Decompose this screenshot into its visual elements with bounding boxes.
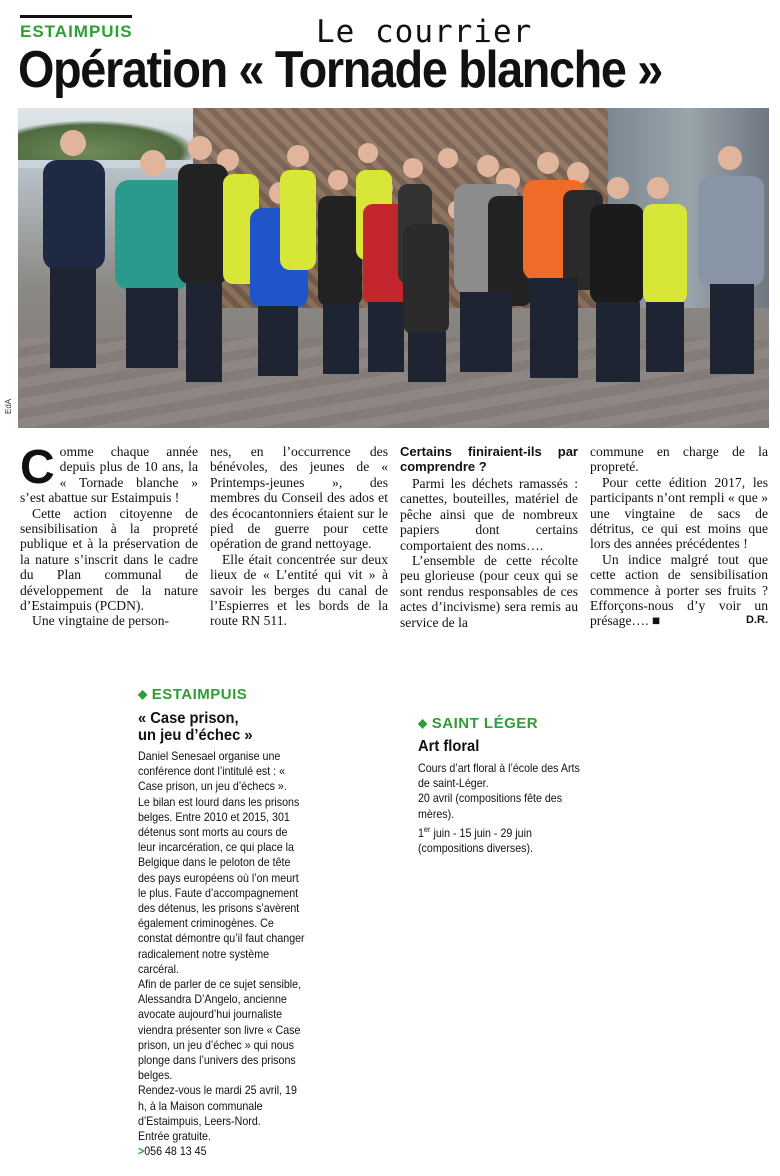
brief1-body [138,749,305,1159]
dropcap: C [20,441,55,494]
paragraph: Cours d’art floral à l’école des Arts de saint-Léger. [418,762,580,791]
paragraph: 20 avril (compositions fête des mères). [418,792,563,821]
brief1-kicker [138,686,247,703]
brief2-kicker [418,715,538,732]
superscript: er [423,824,431,834]
paragraph-text: juin - 15 juin - 29 juin (compositions diverses). [418,826,533,855]
diamond-icon: ◆ [138,687,148,701]
paragraph: Elle était concentrée sur deux lieux de « L’entité qui vit » à savoir les berges du canal de l’Espierres et les bords de la route RN 511. [210,551,388,629]
article-column-1 [20,441,198,629]
paragraph: Pour cette édition 2017, les participants n’ont rempli « que » une vingtaine de sacs de détritus, ce qui est moins que lors des années précédentes ! [590,474,768,552]
brief2-kicker-text: SAINT LÉGER [431,715,539,732]
paragraph-text: Un indice malgré tout que cette action de sensibilisation commence à porter ses fruits ? Efforçons-nous d’y voir un présage…. [590,551,768,629]
photo-group-of-people [18,108,769,428]
article-column-2 [210,444,388,629]
paragraph: Cette action citoyenne de sensibilisation à la propreté publique et à la préservation de la nature s’inscrit dans le cadre du Plan communal de développement de la nature d’Estaimpuis (PCDN). [20,505,198,614]
brief1-title-line: « Case prison, [138,710,239,727]
brief1-title [138,710,253,744]
section-kicker: ESTAIMPUIS [20,22,133,41]
paragraph: nes, en l’occurrence des bénévoles, des jeunes de « Printemps-jeunes », des membres du Conseil des ados et des écocantonniers étaient sur le pied de guerre pour cette opération de grand nettoyage. [210,444,388,552]
article-column-3 [400,444,578,630]
paragraph: Afin de parler de ce sujet sensible, Alessandra D’Angelo, ancienne avocate aujourd’hui journaliste viendra présenter son livre « Case prison, un jeu d’échec » qui nous plonge dans l’univers des prisons belges. [138,978,302,1083]
paragraph-text: 1 [418,826,424,840]
phone-line [138,1144,305,1159]
paragraph: Daniel Senesael organise une conférence dont l’intitulé est : « Case prison, un jeu d’échecs ». [138,750,287,794]
diamond-icon: ◆ [418,716,428,730]
author-signature: D.R. [746,614,768,627]
article-photo [18,108,769,428]
paragraph: Le bilan est lourd dans les prisons belges. Entre 2010 et 2015, 301 détenus sont morts au cours de leur incarcération, ce qui place la Belgique dans le peloton de tête des pays européens où l’on meurt le plus. Faute d’accompagnement des détenus, les prisons s’avèrent également criminogènes. Ce constat démontre qu’il faut changer radicalement notre système carcéral. [138,795,305,976]
paragraph [20,441,198,506]
paragraph-text: omme chaque année depuis plus de 10 ans, la « Tornade blanche » s’est abattue sur Estaimpuis ! [20,444,198,506]
brief1-kicker-text: ESTAIMPUIS [151,686,248,703]
paragraph: commune en charge de la propreté. [590,444,768,475]
brief2-title: Art floral [418,738,480,755]
phone-number: 056 48 13 45 [144,1145,207,1159]
paragraph: Entrée gratuite. [138,1130,211,1144]
photo-credit: EdA [4,398,13,414]
article-column-4 [590,444,768,629]
publication-name: Le courrier [316,14,533,50]
paragraph: L’ensemble de cette récolte peu glorieuse (pour ceux qui se sont rendus responsables de ces actes d’incivisme) sera remis au service de la [400,553,578,630]
paragraph: Une vingtaine de person- [32,613,170,629]
paragraph [590,552,768,629]
square-icon: ■ [651,613,661,629]
section-rule [20,15,132,18]
brief2-body [418,761,585,856]
paragraph: Parmi les déchets ramassés : canettes, bouteilles, matériel de pêche ainsi que de nombreux papiers dont certains comportaient des noms…. [400,476,578,553]
arrow-icon: > [138,1145,145,1159]
article-subhead: Certains finiraient-ils par comprendre ? [400,444,578,474]
paragraph [418,822,585,856]
paragraph: Rendez-vous le mardi 25 avril, 19 h, à la Maison communale d’Estaimpuis, Leers-Nord. [138,1084,297,1128]
brief1-title-line: un jeu d’échec » [138,727,253,744]
headline: Opération « Tornade blanche » [18,41,662,99]
